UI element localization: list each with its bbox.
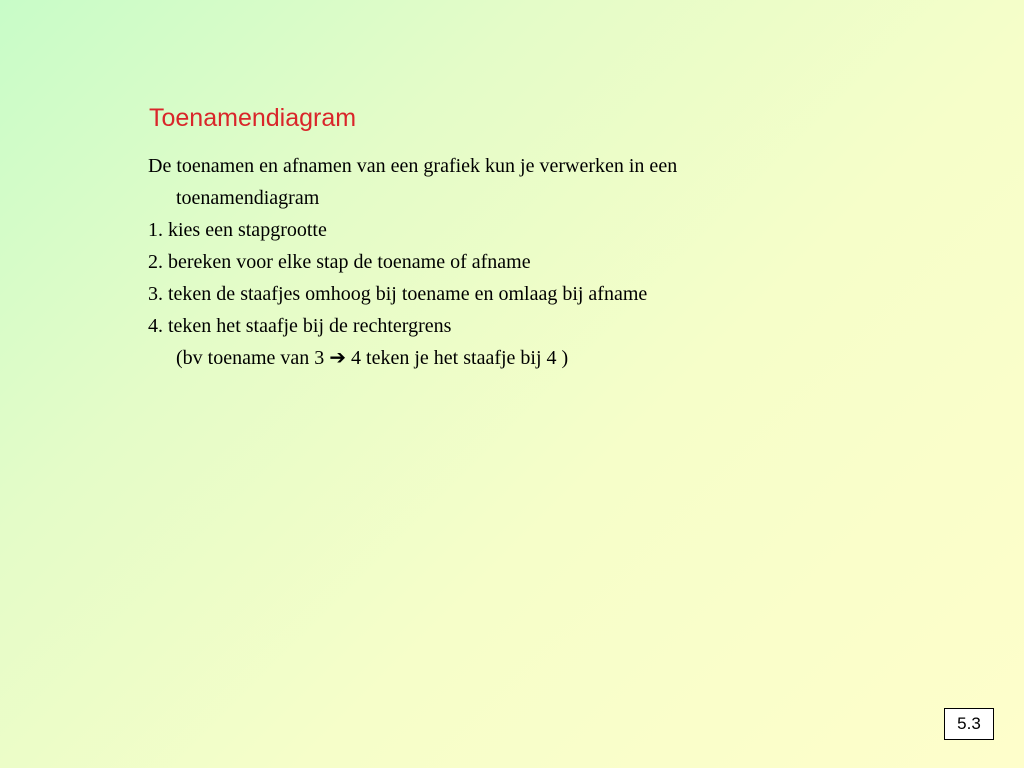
- step-2: 2. bereken voor elke stap de toename of afname: [148, 251, 531, 273]
- example-text-end: 4 teken je het staafje bij 4 ): [346, 347, 569, 369]
- example-text-start: (bv toename van 3: [176, 347, 330, 369]
- intro-line-continuation: toenamendiagram: [176, 187, 320, 209]
- page-number: 5.3: [944, 708, 994, 740]
- slide-body: [148, 150, 677, 374]
- intro-line: De toenamen en afnamen van een grafiek kun je verwerken in een: [148, 155, 678, 177]
- slide-title: Toenamendiagram: [149, 104, 357, 132]
- step-1: 1. kies een stapgrootte: [148, 219, 327, 241]
- arrow-right-icon: ➔: [329, 347, 347, 369]
- example-line: [148, 342, 677, 374]
- step-3: 3. teken de staafjes omhoog bij toename en omlaag bij afname: [148, 283, 648, 305]
- step-4: 4. teken het staafje bij de rechtergrens: [148, 315, 452, 337]
